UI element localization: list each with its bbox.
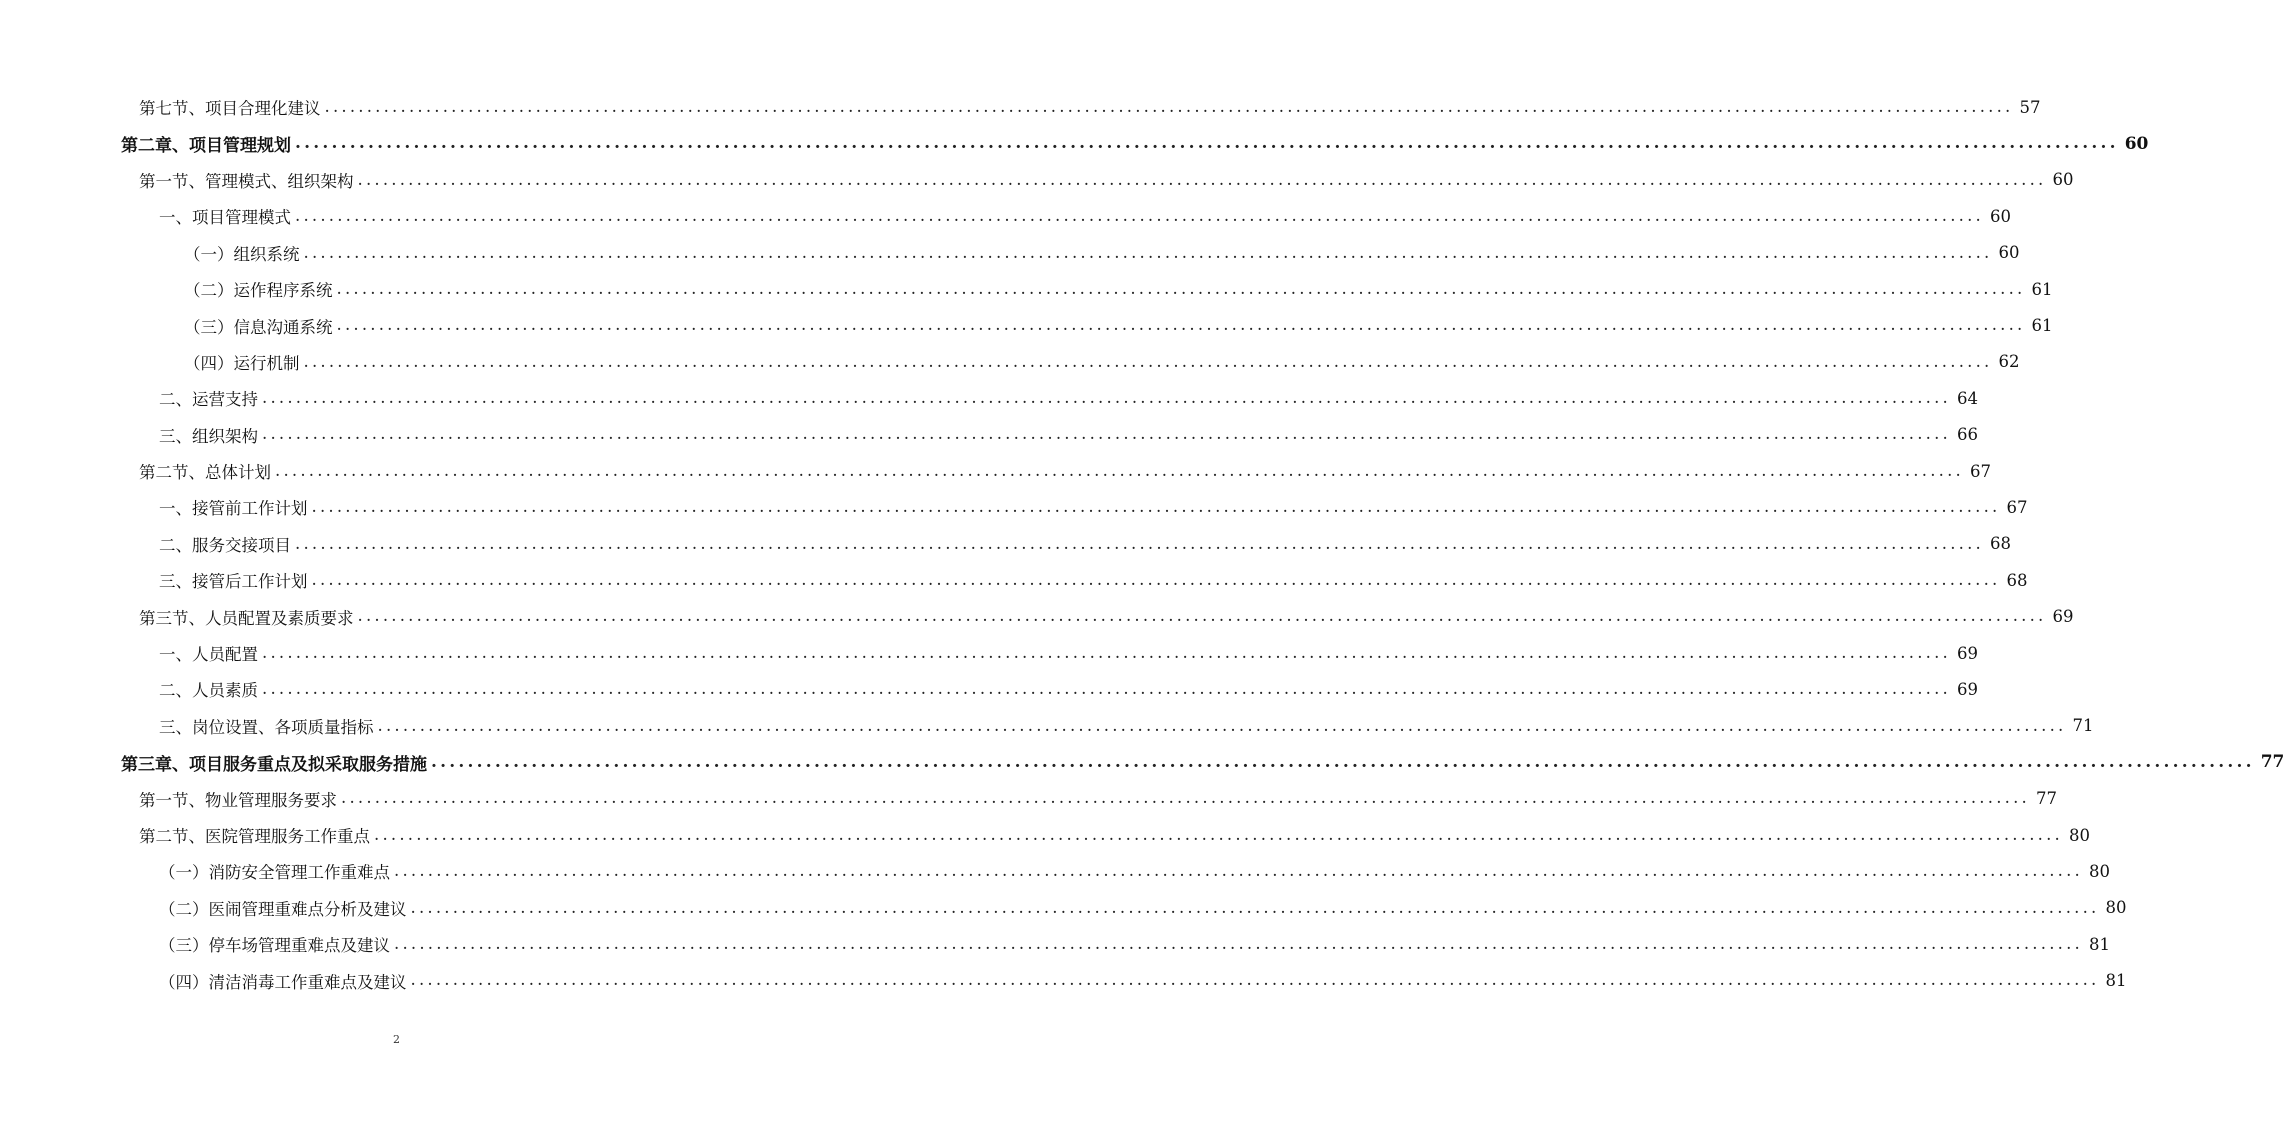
toc-entry-item[interactable] [0, 198, 2011, 234]
toc-entry-label: 第三章、项目服务重点及拟采取服务措施 [121, 750, 431, 775]
toc-leader-dots: ........................................................................................................................................................................................................ [324, 96, 2014, 116]
toc-entry-section[interactable] [0, 598, 2074, 634]
toc-leader-dots: ........................................................................................................................................................................................................ [311, 497, 2001, 517]
toc-leader-dots: ........................................................................................................................................................................................................ [262, 388, 1951, 408]
toc-entry-page: 61 [2031, 279, 2053, 299]
toc-entry-page: 68 [1989, 534, 2011, 554]
toc-leader-dots: ........................................................................................................................................................................................................ [303, 351, 1993, 371]
toc-entry-page: 80 [2088, 861, 2110, 881]
page-number: 2 [393, 1033, 400, 1046]
toc-entry-label: 三、组织架构 [159, 423, 262, 447]
toc-entry-subitem[interactable] [0, 235, 2020, 271]
toc-entry-page: 60 [2124, 133, 2149, 154]
toc-entry-page: 62 [1998, 352, 2020, 372]
toc-entry-section[interactable] [0, 162, 2074, 198]
toc-entry-page: 57 [2019, 97, 2041, 117]
toc-leader-dots: ........................................................................................................................................................................................................ [262, 679, 1951, 699]
toc-entry-page: 71 [2072, 716, 2094, 736]
toc-entry-item[interactable] [0, 853, 2110, 889]
toc-entry-section[interactable] [0, 453, 1991, 489]
toc-leader-dots: ........................................................................................................................................................................................................ [410, 897, 2100, 917]
toc-entry-page: 67 [2006, 497, 2028, 517]
toc-leader-dots: ........................................................................................................................................................................................................ [357, 169, 2047, 189]
toc-entry-page: 60 [1989, 206, 2011, 226]
toc-entry-item[interactable] [0, 526, 2011, 562]
toc-entry-label: 第二节、总体计划 [139, 459, 275, 483]
toc-entry-chapter[interactable] [0, 125, 2149, 161]
toc-entry-label: 二、运营支持 [159, 386, 262, 410]
toc-entry-label: 第七节、项目合理化建议 [139, 95, 325, 119]
toc-entry-label: （四）清洁消毒工作重难点及建议 [159, 969, 411, 993]
toc-leader-dots: ........................................................................................................................................................................................................ [262, 642, 1951, 662]
toc-entry-label: 第三节、人员配置及素质要求 [139, 605, 358, 629]
toc-entry-label: 二、服务交接项目 [159, 532, 295, 556]
toc-entry-label: 三、接管后工作计划 [159, 568, 312, 592]
toc-entry-item[interactable] [0, 926, 2110, 962]
toc-leader-dots: ........................................................................................................................................................................................................ [275, 460, 1964, 480]
toc-entry-chapter[interactable] [0, 744, 2284, 780]
toc-leader-dots: ........................................................................................................................................................................................................ [336, 278, 2026, 298]
toc-entry-label: 三、岗位设置、各项质量指标 [159, 714, 378, 738]
toc-entry-label: （四）运行机制 [184, 350, 304, 374]
toc-entry-page: 67 [1969, 461, 1991, 481]
toc-leader-dots: ........................................................................................................................................................................................................ [377, 715, 2067, 735]
toc-entry-section[interactable] [0, 817, 2090, 853]
toc-entry-label: （二）运作程序系统 [184, 277, 337, 301]
toc-entry-label: （三）停车场管理重难点及建议 [159, 932, 394, 956]
toc-entry-item[interactable] [0, 380, 1978, 416]
toc-leader-dots: ........................................................................................................................................................................................................ [303, 242, 1993, 262]
toc-entry-label: （一）组织系统 [184, 241, 304, 265]
toc-entry-item[interactable] [0, 890, 2127, 926]
toc-entry-item[interactable] [0, 562, 2028, 598]
toc-entry-label: 一、接管前工作计划 [159, 495, 312, 519]
toc-entry-label: 第一节、管理模式、组织架构 [139, 168, 358, 192]
toc-entry-page: 77 [2260, 752, 2284, 773]
toc-entry-item[interactable] [0, 962, 2127, 998]
toc-leader-dots: ........................................................................................................................................................................................................ [295, 533, 1984, 553]
toc-entry-label: 第二章、项目管理规划 [121, 131, 295, 156]
toc-leader-dots: ........................................................................................................................................................................................................ [394, 933, 2083, 953]
toc-entry-label: 一、项目管理模式 [159, 204, 295, 228]
toc-leader-dots: ........................................................................................................................................................................................................ [394, 861, 2083, 881]
toc-entry-page: 69 [1956, 643, 1978, 663]
toc-entry-subitem[interactable] [0, 271, 2053, 307]
toc-entry-page: 60 [1998, 243, 2020, 263]
toc-entry-section[interactable] [0, 89, 2041, 125]
toc-entry-item[interactable] [0, 489, 2028, 525]
toc-entry-label: （二）医闹管理重难点分析及建议 [159, 896, 411, 920]
toc-entry-item[interactable] [0, 671, 1978, 707]
toc-entry-item[interactable] [0, 635, 1978, 671]
toc-entry-page: 66 [1956, 425, 1978, 445]
toc-leader-dots: ........................................................................................................................................................................................................ [262, 424, 1951, 444]
toc-leader-dots: ........................................................................................................................................................................................................ [311, 570, 2001, 590]
toc-entry-page: 69 [1956, 679, 1978, 699]
toc-leader-dots: ........................................................................................................................................................................................................ [410, 970, 2100, 990]
toc-entry-item[interactable] [0, 708, 2094, 744]
toc-leader-dots: ........................................................................................................................................................................................................ [295, 133, 2119, 154]
toc-entry-page: 61 [2031, 316, 2053, 336]
toc-entry-section[interactable] [0, 780, 2057, 816]
toc-entry-page: 80 [2105, 898, 2127, 918]
toc-leader-dots: ........................................................................................................................................................................................................ [336, 315, 2026, 335]
toc-entry-item[interactable] [0, 417, 1978, 453]
toc-entry-subitem[interactable] [0, 344, 2020, 380]
toc-entry-page: 68 [2006, 570, 2028, 590]
toc-entry-label: （一）消防安全管理工作重难点 [159, 859, 394, 883]
toc-entry-label: 二、人员素质 [159, 677, 262, 701]
toc-entry-page: 60 [2052, 170, 2074, 190]
toc-leader-dots: ........................................................................................................................................................................................................ [431, 751, 2255, 772]
toc-entry-page: 81 [2105, 971, 2127, 991]
toc-entry-page: 81 [2088, 934, 2110, 954]
toc-entry-page: 64 [1956, 388, 1978, 408]
table-of-contents [0, 89, 2284, 999]
toc-entry-label: （三）信息沟通系统 [184, 314, 337, 338]
toc-entry-page: 77 [2035, 789, 2057, 809]
toc-entry-subitem[interactable] [0, 307, 2053, 343]
toc-entry-label: 一、人员配置 [159, 641, 262, 665]
toc-leader-dots: ........................................................................................................................................................................................................ [295, 206, 1984, 226]
toc-leader-dots: ........................................................................................................................................................................................................ [357, 606, 2047, 626]
toc-entry-label: 第二节、医院管理服务工作重点 [139, 823, 374, 847]
toc-leader-dots: ........................................................................................................................................................................................................ [341, 788, 2030, 808]
toc-entry-page: 69 [2052, 607, 2074, 627]
toc-leader-dots: ........................................................................................................................................................................................................ [374, 824, 2063, 844]
toc-entry-label: 第一节、物业管理服务要求 [139, 787, 341, 811]
toc-entry-page: 80 [2068, 825, 2090, 845]
